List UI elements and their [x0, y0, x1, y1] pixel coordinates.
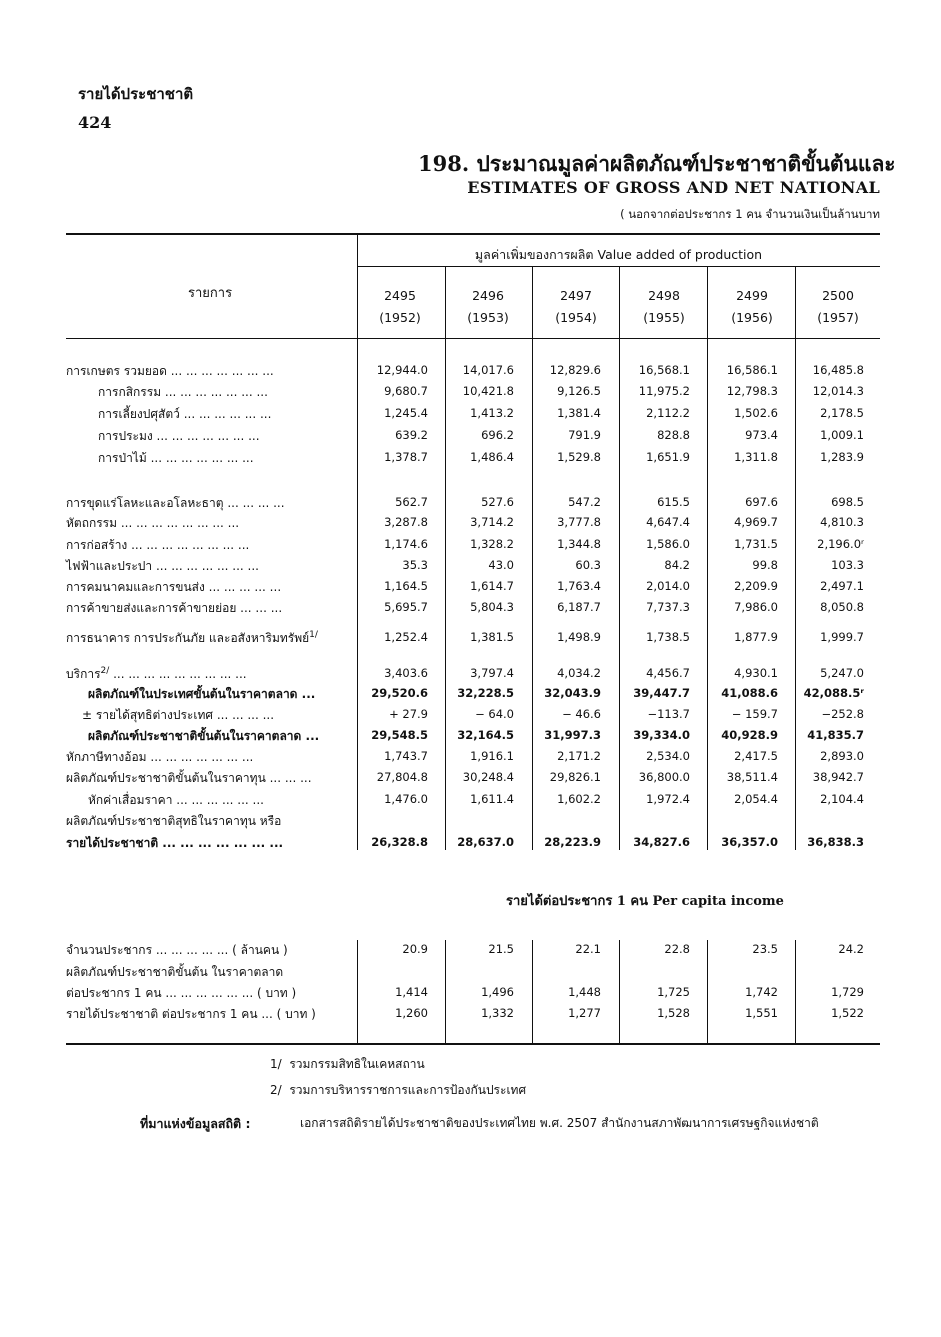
table-cell: 562.7	[395, 495, 428, 509]
row-label: หัตถกรรม ... ... ... ... ... ... ... ...	[66, 516, 240, 530]
table-cell: 32,043.9	[544, 686, 601, 700]
table-cell: 41,835.7	[807, 728, 864, 742]
table-cell: 36,838.3	[807, 835, 864, 849]
table-cell: 35.3	[402, 558, 428, 572]
table-cell: 1,009.1	[820, 428, 864, 442]
table-cell: 32,164.5	[457, 728, 514, 742]
table-cell: 30,248.4	[462, 770, 514, 784]
column-header-year	[360, 285, 440, 329]
table-cell: 28,637.0	[457, 835, 514, 849]
table-cell: 7,986.0	[734, 600, 778, 614]
table-cell: − 46.6	[562, 707, 601, 721]
table-cell: 2,893.0	[820, 749, 864, 763]
table-cell: 14,017.6	[462, 363, 514, 377]
table-cell: 1,916.1	[470, 749, 514, 763]
year-be: 2497	[560, 288, 592, 303]
table-cell: 10,421.8	[462, 384, 514, 398]
source-text: เอกสารสถิติรายได้ประชาชาติของประเทศไทย พ.ศ. 2507 สำนักงานสภาพัฒนาการเศรษฐกิจแห่งชาติ	[300, 1116, 819, 1130]
table-cell: 2,209.9	[734, 579, 778, 593]
table-cell: 1,725	[657, 985, 690, 999]
row-label: การธนาคาร การประกันภัย และอสังหาริมทรัพย์$^{1/}$	[66, 630, 318, 645]
table-cell: 4,647.4	[646, 515, 690, 529]
table-bottom-rule	[66, 1043, 880, 1045]
table-cell: 29,548.5	[371, 728, 428, 742]
table-top-rule	[66, 233, 880, 235]
row-label: ผลิตภัณฑ์ประชาชาติขั้นต้นในราคาทุน ... ... ...	[66, 771, 312, 785]
table-cell: 1,763.4	[557, 579, 601, 593]
table-cell: 8,050.8	[820, 600, 864, 614]
row-label: การประมง ... ... ... ... ... ... ...	[98, 429, 260, 443]
table-cell: 2,196.0ʳ	[817, 537, 864, 551]
row-label: จำนวนประชากร ... ... ... ... ... ( ล้านคน )	[66, 943, 288, 957]
table-cell: 3,287.8	[384, 515, 428, 529]
table-cell: 1,381.4	[557, 406, 601, 420]
row-label: บริการ$^{2/}$ ... ... ... ... ... ... ... ... ...	[66, 666, 247, 681]
table-title-thai: 198. ประมาณมูลค่าผลิตภัณฑ์ประชาชาติขั้นต้นและ	[418, 151, 896, 176]
row-label: การคมนาคมและการขนส่ง ... ... ... ... ...	[66, 580, 282, 594]
table-cell: 2,417.5	[734, 749, 778, 763]
table-cell: 2,112.2	[646, 406, 690, 420]
table-cell: 1,551	[745, 1006, 778, 1020]
table-cell: 99.8	[752, 558, 778, 572]
table-cell: 791.9	[568, 428, 601, 442]
table-cell: 1,277	[568, 1006, 601, 1020]
table-cell: 1,972.4	[646, 792, 690, 806]
running-head: รายได้ประชาชาติ	[78, 85, 194, 103]
table-cell: 1,164.5	[384, 579, 428, 593]
year-ce: (1955)	[643, 310, 685, 325]
year-be: 2496	[472, 288, 504, 303]
table-cell: 697.6	[745, 495, 778, 509]
table-cell: 4,034.2	[557, 666, 601, 680]
row-label: รายได้ประชาชาติ ... ... ... ... ... ... ...	[66, 836, 284, 850]
table-cell: 2,171.2	[557, 749, 601, 763]
per-capita-heading: รายได้ต่อประชากร 1 คน Per capita income	[506, 894, 784, 909]
table-cell: 12,014.3	[812, 384, 864, 398]
header-bottom-rule	[66, 338, 880, 339]
table-cell: 5,247.0	[820, 666, 864, 680]
row-label: ผลิตภัณฑ์ประชาชาติสุทธิในราคาทุน หรือ	[66, 814, 282, 828]
table-cell: 16,485.8	[812, 363, 864, 377]
table-cell: 1,260	[395, 1006, 428, 1020]
table-cell: 3,714.2	[470, 515, 514, 529]
table-cell: 12,944.0	[376, 363, 428, 377]
column-header-item: รายการ	[188, 286, 233, 301]
table-cell: 1,332	[481, 1006, 514, 1020]
table-cell: 9,680.7	[384, 384, 428, 398]
table-cell: 2,178.5	[820, 406, 864, 420]
table-cell: 1,522	[831, 1006, 864, 1020]
table-cell: 39,447.7	[633, 686, 690, 700]
unit-note: ( นอกจากต่อประชากร 1 คน จำนวนเงินเป็นล้านบาท	[620, 207, 880, 221]
row-label: การป่าไม้ ... ... ... ... ... ... ...	[98, 451, 254, 465]
year-ce: (1952)	[379, 310, 421, 325]
row-label: ต่อประชากร 1 คน ... ... ... ... ... ... ( บาท )	[66, 986, 297, 1000]
table-cell: 973.4	[745, 428, 778, 442]
table-cell: 527.6	[481, 495, 514, 509]
table-cell: 7,737.3	[646, 600, 690, 614]
year-ce: (1956)	[731, 310, 773, 325]
column-group-header: มูลค่าเพิ่มของการผลิต Value added of production	[474, 247, 763, 262]
table-cell: 1,496	[481, 985, 514, 999]
table-cell: 42,088.5ʳ	[803, 686, 864, 700]
table-cell: −252.8	[821, 707, 864, 721]
table-title-english: ESTIMATES OF GROSS AND NET NATIONAL	[467, 178, 880, 197]
table-cell: 1,743.7	[384, 749, 428, 763]
row-label: ผลิตภัณฑ์ประชาชาติขั้นต้น ในราคาตลาด	[66, 965, 284, 979]
table-cell: 1,476.0	[384, 792, 428, 806]
table-cell: + 27.9	[389, 707, 428, 721]
table-cell: − 64.0	[475, 707, 514, 721]
table-cell: 60.3	[575, 558, 601, 572]
column-header-year	[448, 285, 528, 329]
table-cell: 2,054.4	[734, 792, 778, 806]
table-cell: 39,334.0	[633, 728, 690, 742]
year-ce: (1954)	[555, 310, 597, 325]
table-cell: 5,695.7	[384, 600, 428, 614]
table-cell: 12,829.6	[549, 363, 601, 377]
table-cell: 1,999.7	[820, 630, 864, 644]
table-cell: 1,413.2	[470, 406, 514, 420]
table-cell: 1,381.5	[470, 630, 514, 644]
footnote-ref: 1/	[309, 630, 318, 640]
table-cell: 43.0	[488, 558, 514, 572]
table-cell: 24.2	[838, 942, 864, 956]
row-label: ผลิตภัณฑ์ในประเทศขั้นต้นในราคาตลาด ...	[88, 687, 316, 701]
table-cell: 1,651.9	[646, 450, 690, 464]
year-be: 2500	[822, 288, 854, 303]
table-cell: 31,997.3	[544, 728, 601, 742]
row-label: รายได้ประชาชาติ ต่อประชากร 1 คน ... ( บาท )	[66, 1007, 316, 1021]
table-cell: 1,528	[657, 1006, 690, 1020]
table-cell: 21.5	[488, 942, 514, 956]
table-cell: 1,498.9	[557, 630, 601, 644]
year-be: 2499	[736, 288, 768, 303]
column-header-year	[624, 285, 704, 329]
table-cell: 29,826.1	[549, 770, 601, 784]
table-cell: 1,731.5	[734, 537, 778, 551]
table-cell: 5,804.3	[470, 600, 514, 614]
table-cell: 1,486.4	[470, 450, 514, 464]
table-cell: 4,810.3	[820, 515, 864, 529]
table-cell: 28,223.9	[544, 835, 601, 849]
table-cell: 23.5	[752, 942, 778, 956]
table-cell: 1,283.9	[820, 450, 864, 464]
footnote: 2/ รวมการบริหารราชการและการป้องกันประเทศ	[270, 1083, 527, 1097]
table-cell: 20.9	[402, 942, 428, 956]
table-cell: 1,378.7	[384, 450, 428, 464]
table-cell: 26,328.8	[371, 835, 428, 849]
table-cell: 1,252.4	[384, 630, 428, 644]
table-cell: 1,738.5	[646, 630, 690, 644]
table-cell: 103.3	[831, 558, 864, 572]
table-cell: 1,586.0	[646, 537, 690, 551]
table-cell: 639.2	[395, 428, 428, 442]
row-label: การเกษตร รวมยอด ... ... ... ... ... ... ...	[66, 364, 274, 378]
row-label: การค้าขายส่งและการค้าขายย่อย ... ... ...	[66, 601, 283, 615]
table-cell: 1,448	[568, 985, 601, 999]
table-cell: 3,777.8	[557, 515, 601, 529]
table-cell: 1,311.8	[734, 450, 778, 464]
row-label: การเลี้ยงปศุสัตว์ ... ... ... ... ... ...	[98, 407, 272, 421]
table-cell: 22.8	[664, 942, 690, 956]
table-cell: −113.7	[647, 707, 690, 721]
row-label: หักภาษีทางอ้อม ... ... ... ... ... ... ...	[66, 750, 254, 764]
row-label: ± รายได้สุทธิต่างประเทศ ... ... ... ...	[82, 708, 275, 722]
table-cell: 1,614.7	[470, 579, 514, 593]
table-cell: 38,942.7	[812, 770, 864, 784]
table-cell: 84.2	[664, 558, 690, 572]
column-header-year	[712, 285, 792, 329]
table-cell: 1,611.4	[470, 792, 514, 806]
column-header-year	[536, 285, 616, 329]
table-cell: 1,742	[745, 985, 778, 999]
table-cell: 29,520.6	[371, 686, 428, 700]
table-cell: 1,729	[831, 985, 864, 999]
footnote-ref: 2/	[100, 666, 110, 676]
table-cell: 4,456.7	[646, 666, 690, 680]
row-label: การขุดแร่โลหะและอโลหะธาตุ ... ... ... ...	[66, 496, 285, 510]
table-cell: 2,104.4	[820, 792, 864, 806]
table-cell: 1,174.6	[384, 537, 428, 551]
table-cell: 40,928.9	[721, 728, 778, 742]
table-cell: 16,568.1	[638, 363, 690, 377]
table-cell: 36,800.0	[638, 770, 690, 784]
table-cell: 16,586.1	[726, 363, 778, 377]
table-cell: 1,502.6	[734, 406, 778, 420]
table-cell: 22.1	[575, 942, 601, 956]
table-cell: 1,245.4	[384, 406, 428, 420]
table-cell: 1,344.8	[557, 537, 601, 551]
year-be: 2498	[648, 288, 680, 303]
table-cell: 828.8	[657, 428, 690, 442]
table-cell: 32,228.5	[457, 686, 514, 700]
table-cell: 41,088.6	[721, 686, 778, 700]
row-label: หักค่าเสื่อมราคา ... ... ... ... ... ...	[88, 793, 264, 807]
table-cell: 3,797.4	[470, 666, 514, 680]
table-cell: 615.5	[657, 495, 690, 509]
table-cell: 2,497.1	[820, 579, 864, 593]
table-cell: 9,126.5	[557, 384, 601, 398]
table-cell: 12,798.3	[726, 384, 778, 398]
table-cell: 2,014.0	[646, 579, 690, 593]
table-cell: 11,975.2	[638, 384, 690, 398]
source-label: ที่มาแห่งข้อมูลสถิติ :	[140, 1116, 251, 1131]
table-cell: 696.2	[481, 428, 514, 442]
table-cell: − 159.7	[731, 707, 778, 721]
row-label: การก่อสร้าง ... ... ... ... ... ... ... ...	[66, 538, 250, 552]
table-cell: 698.5	[831, 495, 864, 509]
year-be: 2495	[384, 288, 416, 303]
table-cell: 4,969.7	[734, 515, 778, 529]
table-cell: 4,930.1	[734, 666, 778, 680]
year-ce: (1957)	[817, 310, 859, 325]
row-label: ไฟฟ้าและประปา ... ... ... ... ... ... ...	[66, 559, 259, 573]
column-header-year	[798, 285, 878, 329]
table-cell: 36,357.0	[721, 835, 778, 849]
table-cell: 38,511.4	[726, 770, 778, 784]
footnote: 1/ รวมกรรมสิทธิในเคหสถาน	[270, 1057, 425, 1071]
table-cell: 1,877.9	[734, 630, 778, 644]
table-cell: 2,534.0	[646, 749, 690, 763]
table-cell: 6,187.7	[557, 600, 601, 614]
row-label: ผลิตภัณฑ์ประชาชาติขั้นต้นในราคาตลาด ...	[88, 729, 320, 743]
table-cell: 547.2	[568, 495, 601, 509]
table-cell: 1,529.8	[557, 450, 601, 464]
table-cell: 3,403.6	[384, 666, 428, 680]
row-label: การกสิกรรม ... ... ... ... ... ... ...	[98, 385, 268, 399]
year-ce: (1953)	[467, 310, 509, 325]
page-number: 424	[78, 113, 112, 132]
table-cell: 1,414	[395, 985, 428, 999]
table-cell: 34,827.6	[633, 835, 690, 849]
table-cell: 27,804.8	[376, 770, 428, 784]
table-cell: 1,328.2	[470, 537, 514, 551]
table-cell: 1,602.2	[557, 792, 601, 806]
